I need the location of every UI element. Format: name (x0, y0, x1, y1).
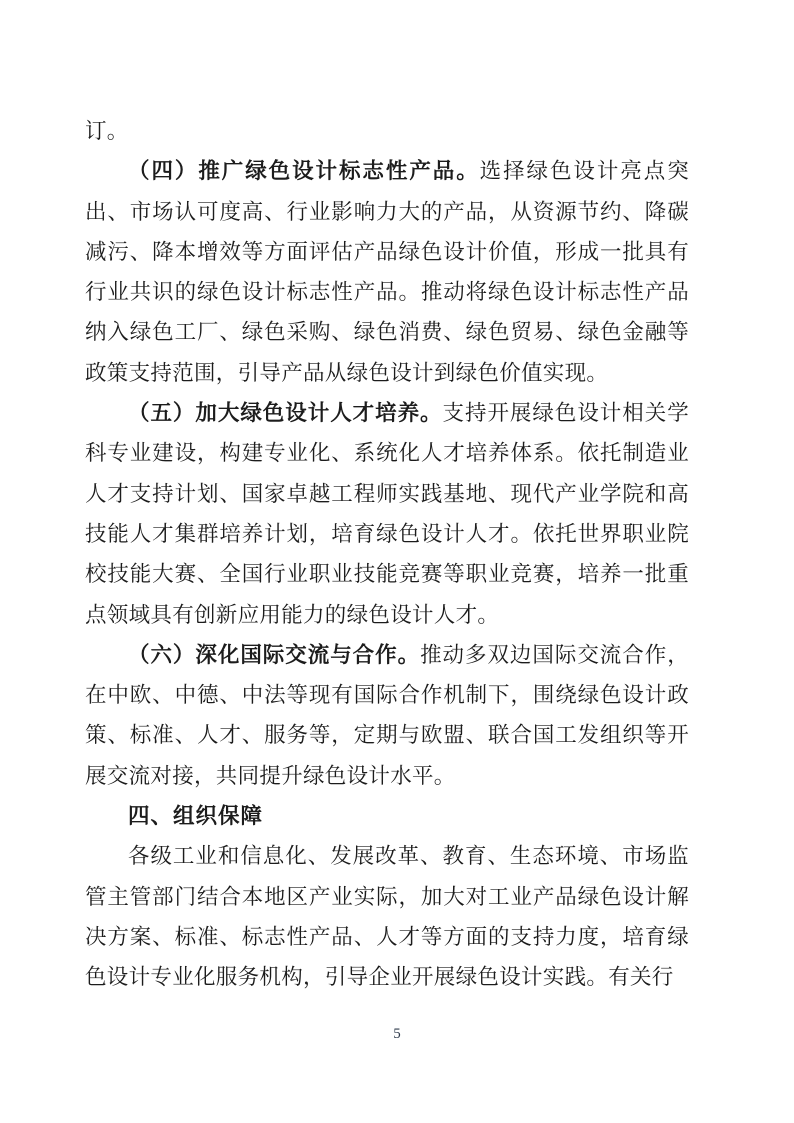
paragraph-text: 推动多双边国际交流合作，在中欧、中德、中法等现有国际合作机制下，围绕绿色设计政策、标准、人才、服务等，定期与欧盟、联合国工发组织等开展交流对接，共同提升绿色设计水平。 (85, 642, 689, 788)
paragraph-section-4 (85, 151, 689, 393)
paragraph-continuation (85, 111, 689, 151)
section-heading-4 (85, 796, 689, 836)
paragraph-text: 选择绿色设计亮点突出、市场认可度高、行业影响力大的产品，从资源节约、降碳减污、降本增效等方面评估产品绿色设计价值，形成一批具有行业共识的绿色设计标志性产品。推动将绿色设计标志性产品纳入绿色工厂、绿色采购、绿色消费、绿色贸易、绿色金融等政策支持范围，引导产品从绿色设计到绿色价值实现。 (85, 159, 689, 385)
paragraph-section-5 (85, 393, 689, 635)
document-body (85, 111, 689, 998)
paragraph-section-6 (85, 635, 689, 796)
page-number: 5 (393, 1026, 401, 1042)
paragraph-lead-bold: （四）推广绿色设计标志性产品。 (128, 159, 480, 184)
paragraph-text: 支持开展绿色设计相关学科专业建设，构建专业化、系统化人才培养体系。依托制造业人才支持计划、国家卓越工程师实践基地、现代产业学院和高技能人才集群培养计划，培育绿色设计人才。依托世界职业院校技能大赛、全国行业职业技能竞赛等职业竞赛，培养一批重点领域具有创新应用能力的绿色设计人才。 (85, 401, 689, 627)
paragraph-lead-bold: （五）加大绿色设计人才培养。 (128, 401, 443, 426)
paragraph-lead-bold: 四、组织保障 (128, 804, 264, 829)
paragraph-text: 订。 (85, 119, 129, 143)
paragraph-org-support (85, 836, 689, 997)
paragraph-lead-bold: （六）深化国际交流与合作。 (128, 642, 421, 667)
paragraph-text: 各级工业和信息化、发展改革、教育、生态环境、市场监管主管部门结合本地区产业实际，加大对工业产品绿色设计解决方案、标准、标志性产品、人才等方面的支持力度，培育绿色设计专业化服务机构，引导企业开展绿色设计实践。有关行 (85, 844, 689, 990)
